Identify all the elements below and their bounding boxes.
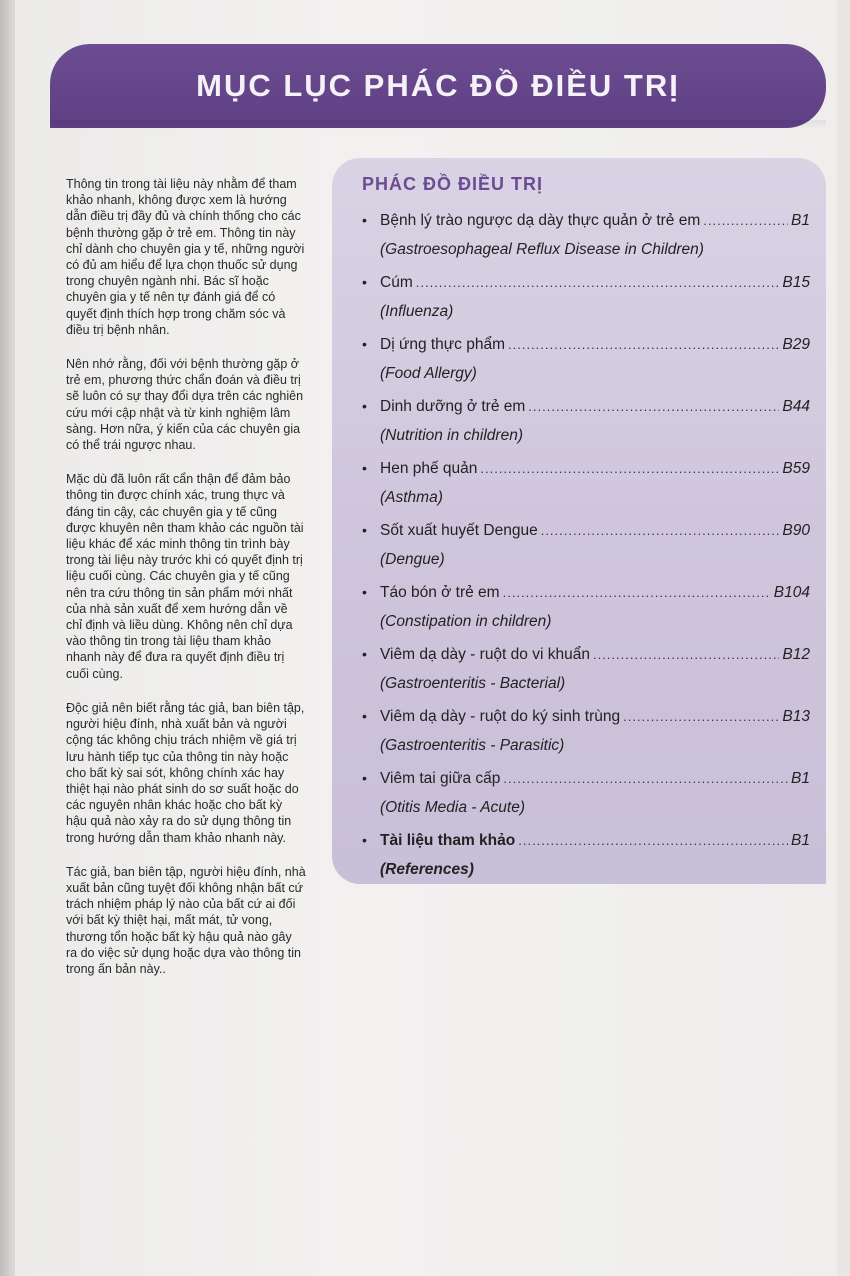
bullet-icon: • [362,336,367,352]
toc-entry-name: Hen phế quản [380,460,478,477]
disclaimer-paragraph: Thông tin trong tài liệu này nhằm để tham khảo nhanh, không được xem là hướng dẫn điều trị đầy đủ và chính thống cho các bệnh thường gặp ở trẻ em. Thông tin này chỉ dành cho chuyên gia y tế, những người có đủ am hiểu để lựa chọn thuốc sử dụng trong chuyên ngành nhi. Bác sĩ hoặc chuyên gia y tế nên tự đánh giá để có quyết định thích hợp trong chăm sóc và điều trị bệnh nhân. [66,177,305,337]
page-title: MỤC LỤC PHÁC ĐỒ ĐIỀU TRỊ [196,68,680,103]
bullet-icon: • [362,708,367,724]
banner-shadow [50,120,826,130]
toc-page-number: B1 [791,212,810,229]
leader-dots [593,641,779,669]
title-banner [50,44,826,128]
leader-dots [528,393,779,421]
toc-entry-name: Viêm dạ dày - ruột do ký sinh trùng [380,708,621,725]
leader-dots [480,455,779,483]
bullet-icon: • [362,832,367,848]
disclaimer-paragraph: Độc giả nên biết rằng tác giả, ban biên tập, người hiệu đính, nhà xuất bản và người cộng tác không chịu trách nhiệm về giá trị lưu hành tiếp tục của thông tin này hoặc cho bất kỳ sai sót, không chính xác hay thiệt hại nào phát sinh do sơ suất hoặc do các nguyên nhân khác hoặc cho bất kỳ hậu quả nào xảy ra do sử dụng thông tin trong hướng dẫn tham khảo nhanh này. [66,700,305,845]
toc-entry[interactable] [362,826,810,888]
toc-entry-english: (Gastroenteritis - Parasitic) [380,737,565,754]
toc-page-number: B1 [791,832,810,849]
toc-entry-english: (Asthma) [380,489,443,506]
bullet-icon: • [362,212,367,228]
toc-entry-english: (Constipation in children) [380,613,552,630]
toc-entry-english: (Gastroenteritis - Bacterial) [380,675,566,692]
leader-dots [703,207,788,235]
disclaimer-paragraph: Mặc dù đã luôn rất cẩn thận để đảm bảo thông tin được chính xác, trung thực và đáng tin cậy, các chuyên gia y tế cũng được khuyên nên tham khảo các nguồn tài liệu khác để xác minh thông tin trình bày trong tài liệu này trước khi có quyết định trị liệu cuối cùng. Các chuyên gia y tế cũng nên tra cứu thông tin sản phẩm mới nhất của nhà sản xuất để xem hướng dẫn về chỉ định và liều dùng. Không nên chỉ dựa vào thông tin trong tài liệu tham khảo nhanh này để đưa ra quyết định điều trị cuối cùng. [66,472,304,681]
toc-page-number: B1 [791,770,810,787]
toc-entry-english: (Gastroesophageal Reflux Disease in Children) [380,241,704,258]
toc-entry-english: (Nutrition in children) [380,427,523,444]
toc-entry[interactable] [362,764,810,826]
toc-entry-name: Cúm [380,274,413,291]
toc-entry[interactable] [362,330,810,392]
toc-entry[interactable] [362,392,810,454]
toc-entry[interactable] [362,702,810,764]
toc-page-number: B15 [782,274,810,291]
toc-entry-english: (References) [380,861,474,878]
toc-page-number: B13 [782,708,810,725]
toc-entry-name: Bệnh lý trào ngược dạ dày thực quản ở trẻ em [380,212,701,229]
leader-dots [416,269,780,297]
bullet-icon: • [362,646,367,662]
toc-entry-name: Sốt xuất huyết Dengue [380,522,538,539]
toc-entry-name: Viêm dạ dày - ruột do vi khuẩn [380,646,590,663]
toc-entry-english: (Dengue) [380,551,445,568]
leader-dots [541,517,780,545]
toc-entry-name: Dị ứng thực phẩm [380,336,505,353]
toc-entry-name: Viêm tai giữa cấp [380,770,501,787]
toc-entry-name: Táo bón ở trẻ em [380,584,500,601]
toc-entry-english: (Influenza) [380,303,454,320]
leader-dots [508,331,779,359]
disclaimer-paragraph: Nên nhớ rằng, đối với bệnh thường gặp ở trẻ em, phương thức chẩn đoán và điều trị sẽ luôn có sự thay đổi dựa trên các nghiên cứu mới cập nhật và từ kinh nghiệm lâm sàng. Hơn nữa, ý kiến của các chuyên gia có thể trái ngược nhau. [66,357,304,453]
toc-page-number: B12 [782,646,810,663]
toc-page-number: B29 [782,336,810,353]
bullet-icon: • [362,522,367,538]
toc-entry[interactable] [362,454,810,516]
page-edge-shadow [0,0,14,1276]
toc-entry-name: Dinh dưỡng ở trẻ em [380,398,526,415]
disclaimer-column [66,176,306,995]
toc-entry-english: (Food Allergy) [380,365,477,382]
disclaimer-paragraph: Tác giả, ban biên tập, người hiệu đính, nhà xuất bản cũng tuyệt đối không nhận bất cứ trách nhiệm pháp lý nào của bất cứ ai đối với bất kỳ thiệt hại, mất mát, tử vong, thương tổn hoặc bất kỳ hậu quả nào gây ra do việc sử dụng hoặc dựa vào thông tin trong ấn bản này.. [66,864,306,976]
toc-entry[interactable] [362,640,810,702]
toc-entry[interactable] [362,516,810,578]
toc-entry[interactable] [362,268,810,330]
toc-page-number: B104 [773,584,810,601]
toc-entry-name: Tài liệu tham khảo [380,832,516,849]
toc-page-number: B90 [782,522,810,539]
bullet-icon: • [362,398,367,414]
toc-entry[interactable] [362,578,810,640]
bullet-icon: • [362,274,367,290]
bullet-icon: • [362,460,367,476]
toc-list [362,206,810,888]
leader-dots [623,703,779,731]
bullet-icon: • [362,770,367,786]
toc-page-number: B44 [782,398,810,415]
leader-dots [503,765,788,793]
toc-entry-english: (Otitis Media - Acute) [380,799,525,816]
leader-dots [503,579,771,607]
toc-title: PHÁC ĐỒ ĐIỀU TRỊ [362,174,544,194]
bullet-icon: • [362,584,367,600]
leader-dots [518,827,788,855]
toc-entry[interactable] [362,206,810,268]
toc-page-number: B59 [782,460,810,477]
